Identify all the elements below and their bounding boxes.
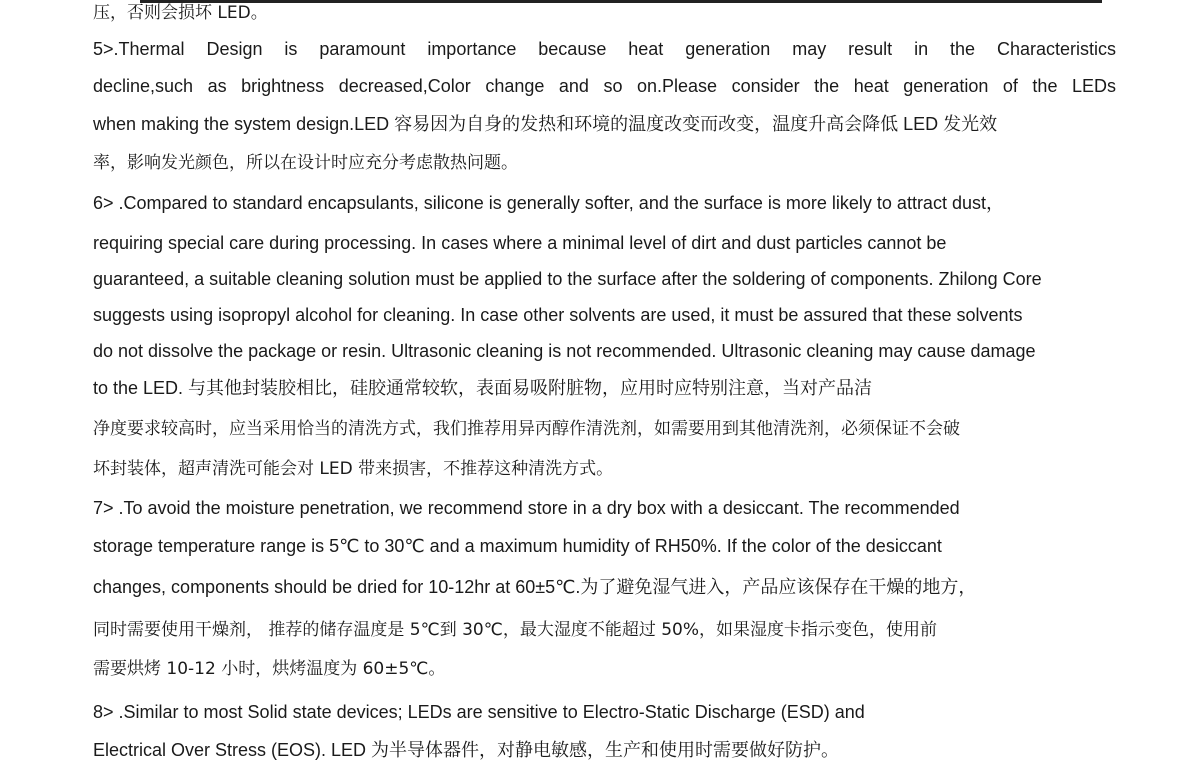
text-line: to the LED. 与其他封装胶相比，硅胶通常较软，表面易吸附脏物，应用时应特别注意，当对产品洁 (93, 378, 873, 398)
text-line: when making the system design.LED 容易因为自身的发热和环境的温度改变而改变，温度升高会降低 LED 发光效 (93, 114, 998, 134)
text-line: storage temperature range is 5℃ to 30℃ and a maximum humidity of RH50%. If the color of the desiccant (93, 536, 942, 556)
text-line: 6> .Compared to standard encapsulants, silicone is generally softer, and the surface is more likely to attract dust， (93, 193, 1004, 213)
text-line: 5>.Thermal Design is paramount importance because heat generation may result in the Characteristics (93, 39, 1116, 59)
text-line: 7> .To avoid the moisture penetration, we recommend store in a dry box with a desiccant. The recommended (93, 498, 960, 518)
text-line: Electrical Over Stress (EOS). LED 为半导体器件，对静电敏感，生产和使用时需要做好防护。 (93, 740, 840, 760)
text-line: 需要烘烤 10-12 小时，烘烤温度为 60±5℃。 (93, 659, 446, 679)
text-line: guaranteed, a suitable cleaning solution must be applied to the surface after the soldering of components. Zhilong Core (93, 269, 1042, 289)
text-line: 坏封装体，超声清洗可能会对 LED 带来损害，不推荐这种清洗方式。 (93, 459, 614, 479)
text-line: do not dissolve the package or resin. Ultrasonic cleaning is not recommended. Ultrasonic cleaning may cause damage (93, 341, 1036, 361)
text-line: 同时需要使用干燥剂， 推荐的储存温度是 5℃到 30℃，最大湿度不能超过 50%，如果湿度卡指示变色，使用前 (93, 620, 938, 640)
text-line: decline,such as brightness decreased,Color change and so on.Please consider the heat generation of the LEDs (93, 76, 1116, 96)
text-line: requiring special care during processing. In cases where a minimal level of dirt and dust particles cannot be (93, 233, 947, 253)
text-line: 率，影响发光颜色，所以在设计时应充分考虑散热问题。 (93, 153, 518, 173)
text-line: suggests using isopropyl alcohol for cleaning. In case other solvents are used, it must be assured that these solvents (93, 305, 1023, 325)
text-line: 净度要求较高时，应当采用恰当的清洗方式，我们推荐用异丙醇作清洗剂，如需要用到其他清洗剂，必须保证不会破 (93, 419, 960, 439)
text-line: 压，否则会损坏 LED。 (93, 3, 268, 23)
text-line: 8> .Similar to most Solid state devices; LEDs are sensitive to Electro-Static Discharge (ESD) and (93, 702, 865, 722)
page-top-rule (140, 0, 1102, 3)
text-line: changes, components should be dried for 10-12hr at 60±5℃.为了避免湿气进入，产品应该保存在干燥的地方， (93, 577, 977, 597)
